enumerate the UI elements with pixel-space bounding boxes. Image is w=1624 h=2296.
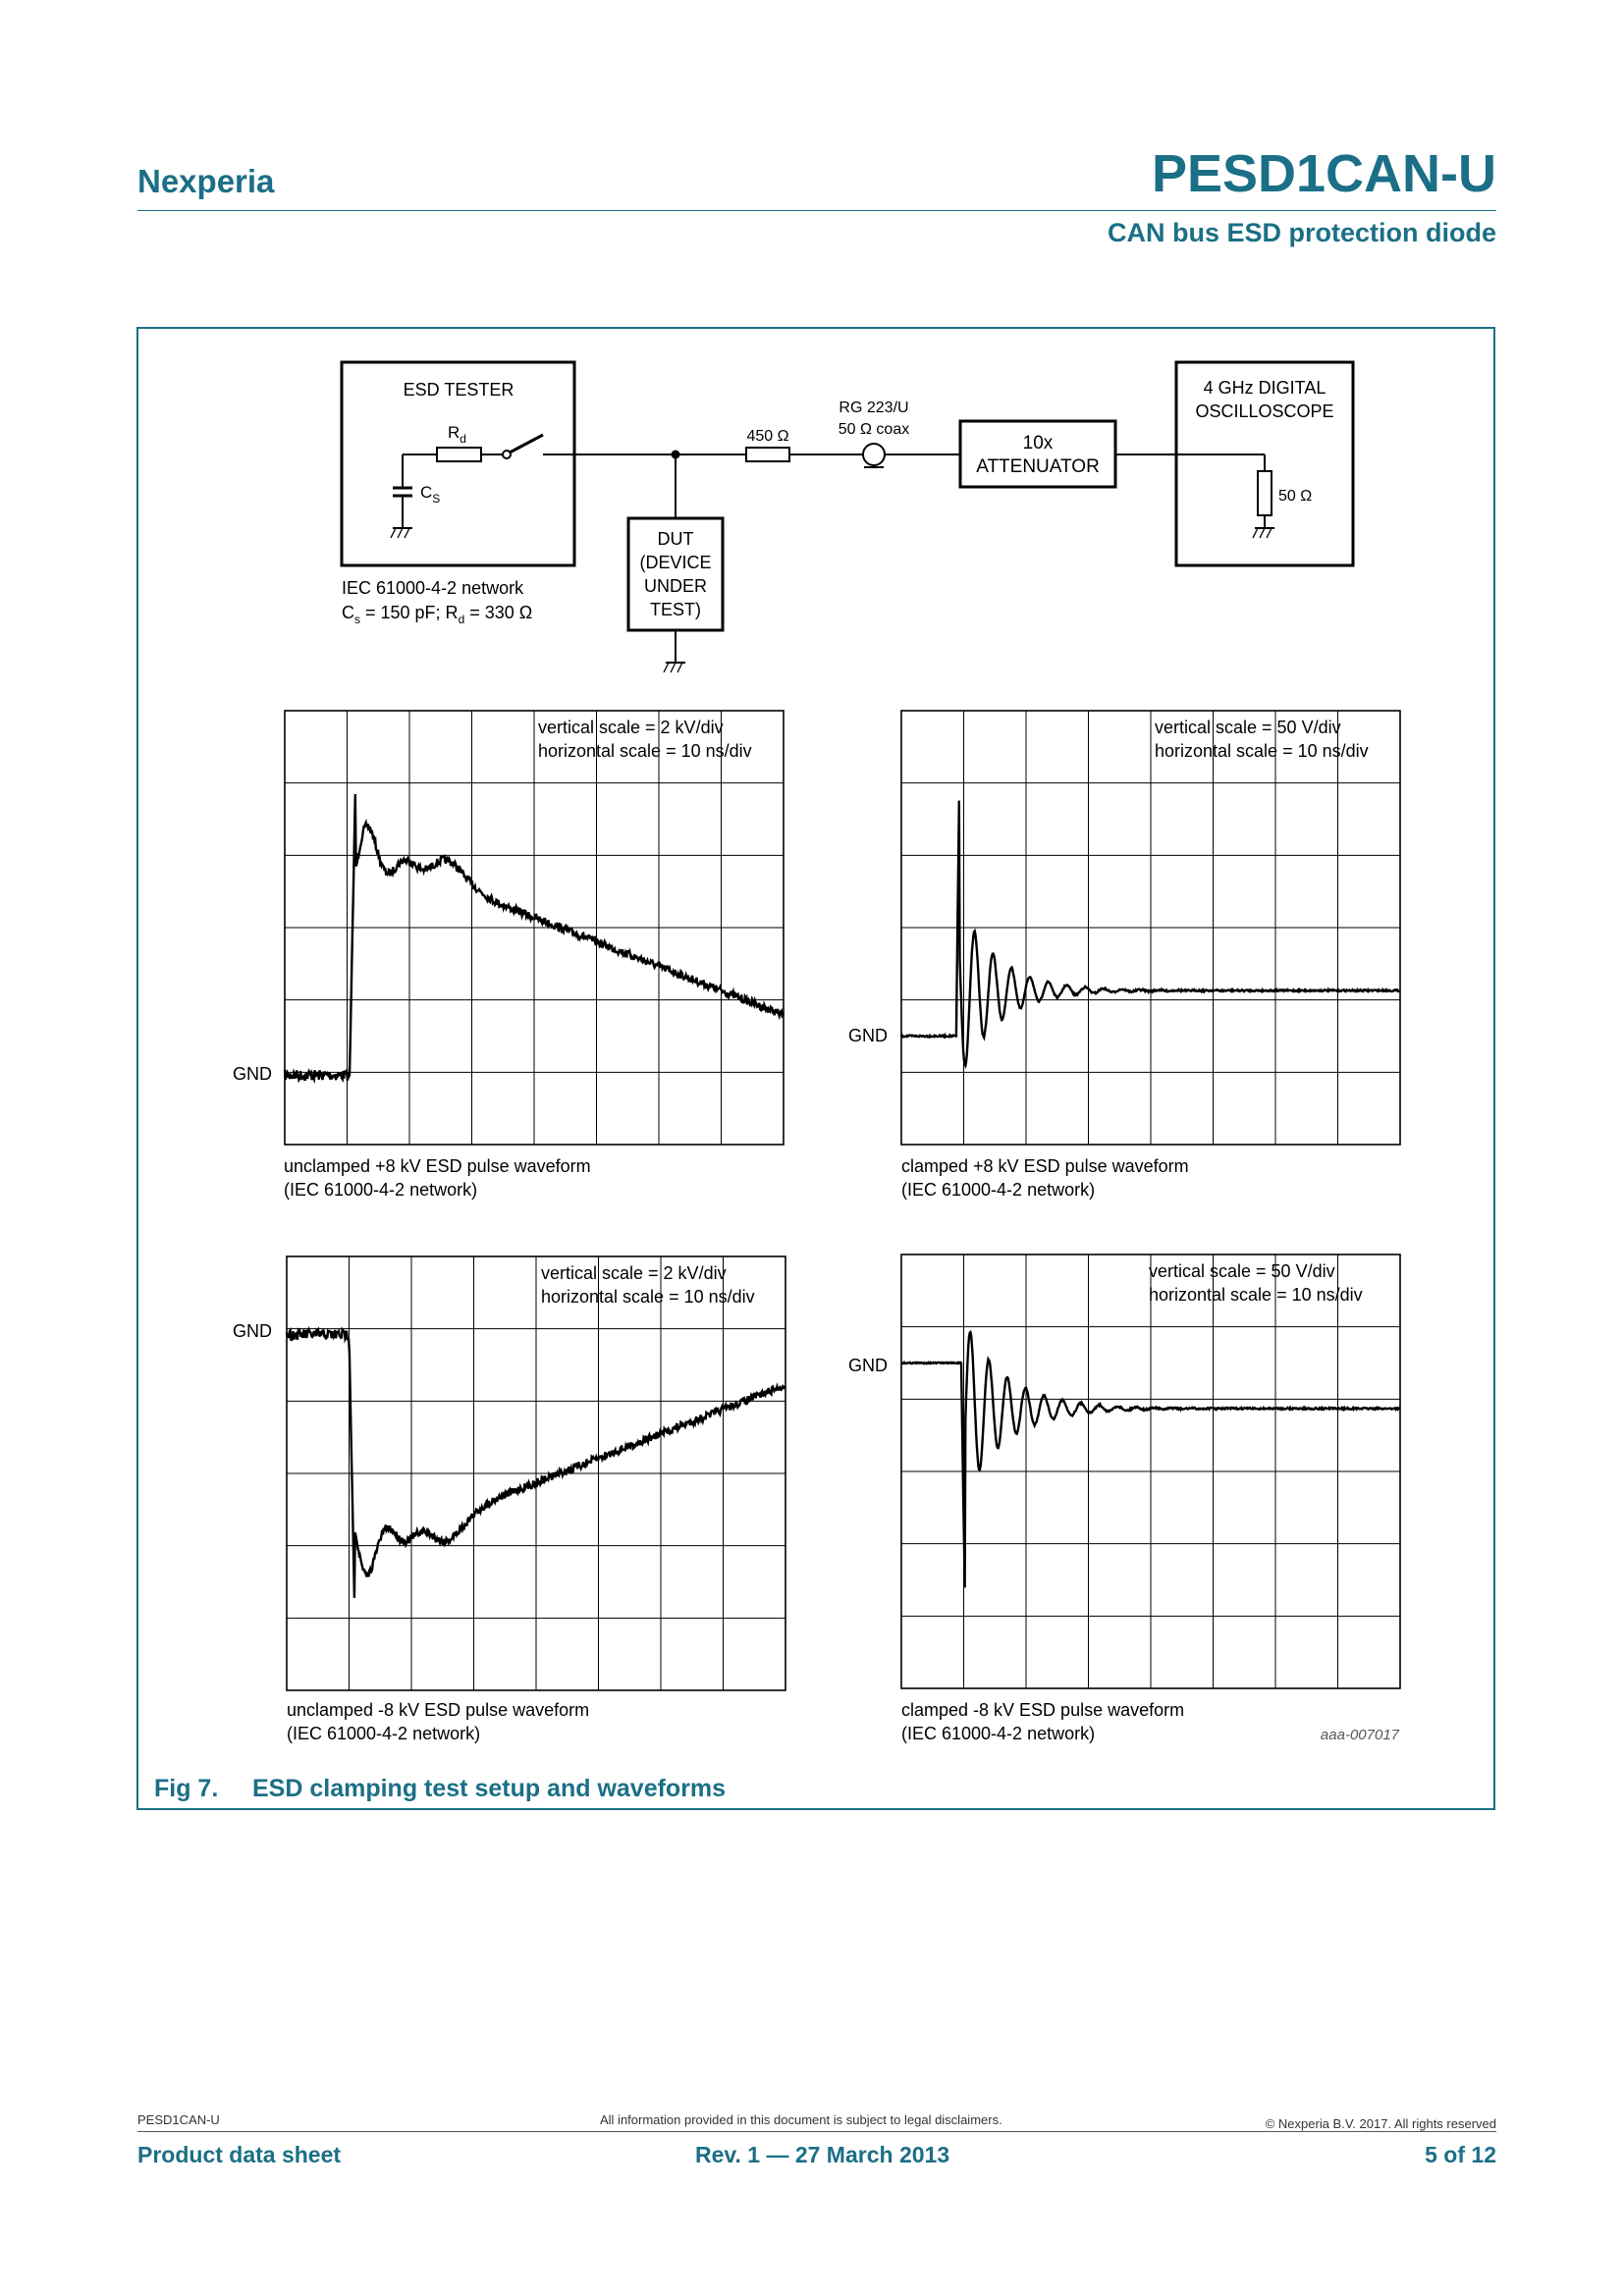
coax-symbol	[863, 444, 885, 465]
footer-doc-id: PESD1CAN-U	[137, 2112, 220, 2127]
plot-unclamped-negative	[233, 1256, 785, 1743]
product-subtitle: CAN bus ESD protection diode	[1107, 218, 1496, 247]
rd-resistor	[437, 448, 481, 461]
plot-caption-network: (IEC 61000-4-2 network)	[901, 1180, 1096, 1200]
footer-doc-type: Product data sheet	[137, 2142, 342, 2167]
gnd-label: GND	[233, 1321, 272, 1341]
dut-label-4: TEST)	[650, 600, 701, 619]
figure-caption	[154, 1775, 726, 1803]
vertical-scale-label: vertical scale = 50 V/div	[1149, 1261, 1335, 1281]
esd-tester-label: ESD TESTER	[403, 380, 514, 400]
footer-rule	[137, 2131, 1496, 2132]
plot-clamped-positive	[848, 711, 1400, 1200]
plot-caption-network: (IEC 61000-4-2 network)	[284, 1180, 478, 1200]
network-label: IEC 61000-4-2 network	[342, 578, 524, 598]
scope-termination-resistor	[1258, 471, 1272, 515]
plot-caption-network: (IEC 61000-4-2 network)	[287, 1724, 481, 1743]
plot-grid	[901, 711, 1400, 1145]
figure-title: ESD clamping test setup and waveforms	[252, 1775, 727, 1802]
dut-label-3: UNDER	[643, 576, 708, 596]
plot-unclamped-positive	[233, 711, 784, 1200]
plot-grid	[285, 711, 784, 1145]
switch-lever	[510, 435, 543, 453]
plot-caption-network: (IEC 61000-4-2 network)	[901, 1724, 1096, 1743]
plot-grid	[901, 1255, 1400, 1688]
figure-code: aaa-007017	[1320, 1727, 1399, 1743]
footer-copyright: © Nexperia B.V. 2017. All rights reserved	[1265, 2116, 1496, 2131]
plot-clamped-negative	[848, 1255, 1400, 1743]
coax-type: RG 223/U	[839, 400, 909, 416]
plot-caption: clamped +8 kV ESD pulse waveform	[901, 1156, 1189, 1176]
coax-impedance: 50 Ω coax	[838, 421, 910, 438]
horizontal-scale-label: horizontal scale = 10 ns/div	[538, 741, 752, 761]
scope-label-2: OSCILLOSCOPE	[1195, 401, 1334, 421]
footer-page: 5 of 12	[1425, 2142, 1496, 2167]
gnd-label: GND	[233, 1064, 272, 1084]
test-setup-schematic	[342, 362, 1353, 672]
brand-name: Nexperia	[137, 163, 275, 199]
dut-label-2: (DEVICE	[639, 553, 712, 572]
figure-number: Fig 7.	[154, 1775, 219, 1802]
vertical-scale-label: vertical scale = 2 kV/div	[538, 718, 724, 737]
vertical-scale-label: vertical scale = 2 kV/div	[541, 1263, 727, 1283]
attenuator-label-2: ATTENUATOR	[976, 456, 1100, 477]
cs-label: $C_S$	[420, 483, 441, 506]
series-resistor-450	[746, 448, 789, 461]
rd-label: $R_d$	[448, 423, 466, 446]
gnd-label: GND	[848, 1026, 888, 1045]
gnd-label: GND	[848, 1356, 888, 1375]
dut-label-1: DUT	[657, 529, 694, 549]
product-title: PESD1CAN-U	[1151, 144, 1496, 203]
series-resistor-label: 450 Ω	[746, 428, 789, 445]
scope-label-1: 4 GHz DIGITAL	[1203, 378, 1326, 398]
horizontal-scale-label: horizontal scale = 10 ns/div	[1155, 741, 1369, 761]
plot-caption: unclamped -8 kV ESD pulse waveform	[287, 1700, 590, 1720]
network-values: $C_s = 150$ pF; $R_d = 330$ Ω	[342, 603, 533, 626]
footer-disclaimer: All information provided in this document is subject to legal disclaimers.	[600, 2112, 1002, 2127]
horizontal-scale-label: horizontal scale = 10 ns/div	[541, 1287, 755, 1307]
footer-revision: Rev. 1 — 27 March 2013	[695, 2142, 950, 2167]
plot-caption: clamped -8 kV ESD pulse waveform	[901, 1700, 1185, 1720]
attenuator-label-1: 10x	[1022, 433, 1054, 454]
scope-resistor-label: 50 Ω	[1278, 488, 1313, 505]
horizontal-scale-label: horizontal scale = 10 ns/div	[1149, 1285, 1363, 1305]
plot-caption: unclamped +8 kV ESD pulse waveform	[284, 1156, 591, 1176]
plot-grid	[287, 1256, 785, 1690]
vertical-scale-label: vertical scale = 50 V/div	[1155, 718, 1341, 737]
